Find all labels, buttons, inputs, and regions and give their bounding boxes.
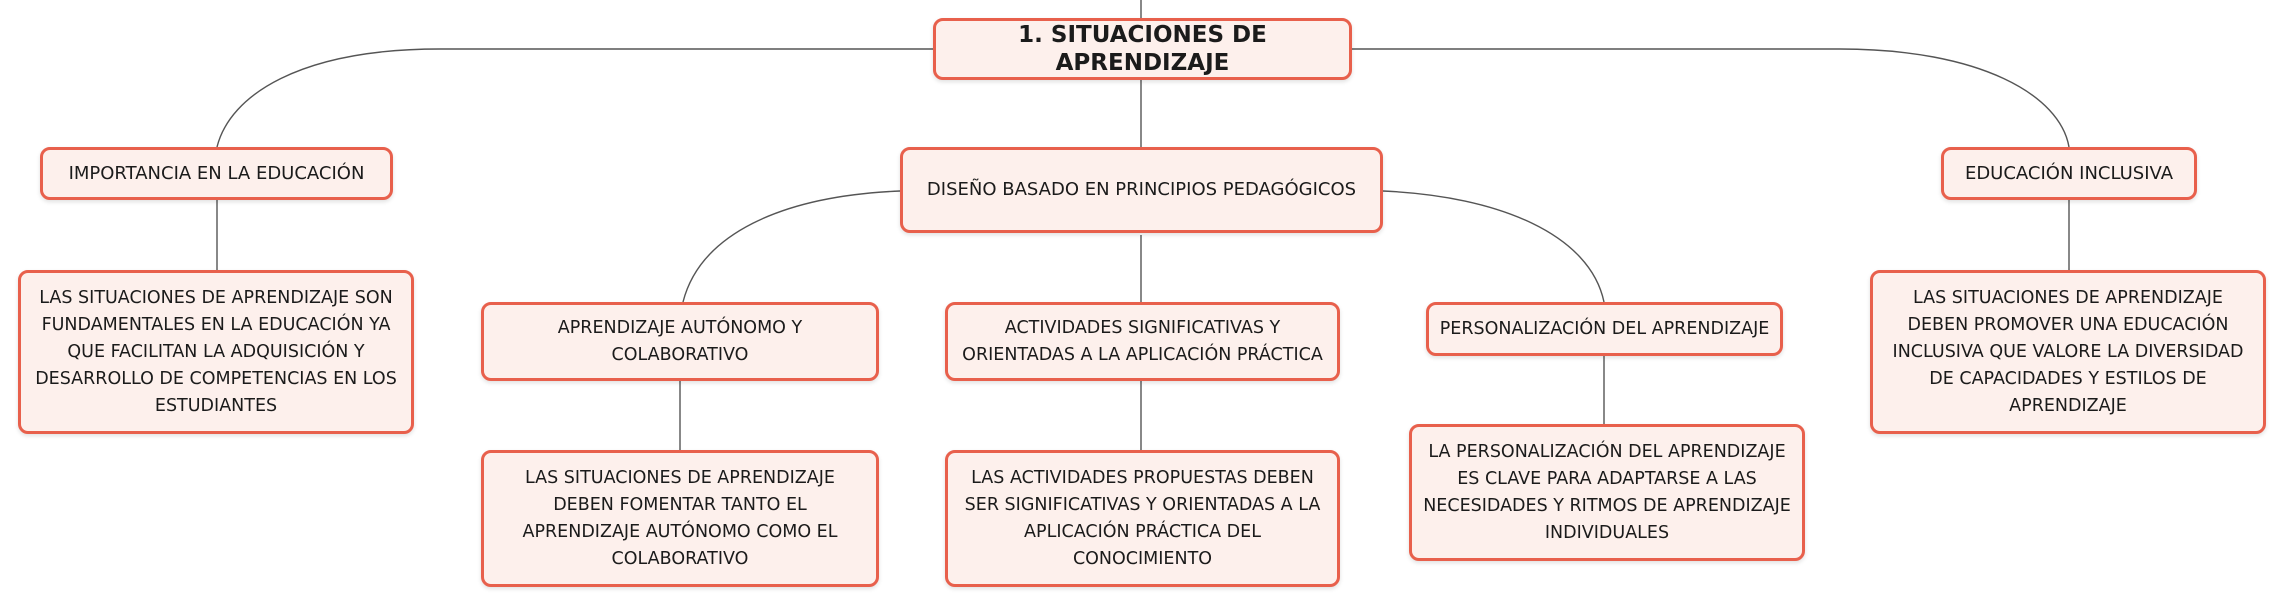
- detail-node-inclusiva[interactable]: [1870, 270, 2266, 434]
- detail-label-personalizacion: LA PERSONALIZACIÓN DEL APRENDIZAJE ES CLAVE PARA ADAPTARSE A LAS NECESIDADES Y RITMOS DE APRENDIZAJE INDIVIDUALES: [1423, 441, 1791, 543]
- detail-label-autonomo: LAS SITUACIONES DE APRENDIZAJE DEBEN FOMENTAR TANTO EL APRENDIZAJE AUTÓNOMO COMO EL COLABORATIVO: [522, 467, 838, 569]
- detail-node-personalizacion[interactable]: [1409, 424, 1805, 561]
- topic-node-diseno[interactable]: [900, 147, 1383, 233]
- detail-label-inclusiva: LAS SITUACIONES DE APRENDIZAJE DEBEN PROMOVER UNA EDUCACIÓN INCLUSIVA QUE VALORE LA DIVERSIDAD DE CAPACIDADES Y ESTILOS DE APRENDIZAJE: [1892, 287, 2244, 416]
- root-topic-label: 1. SITUACIONES DE APRENDIZAJE: [1018, 22, 1267, 76]
- detail-label-actividades: LAS ACTIVIDADES PROPUESTAS DEBEN SER SIGNIFICATIVAS Y ORIENTADAS A LA APLICACIÓN PRÁCTICA DEL CONOCIMIENTO: [964, 467, 1321, 569]
- detail-node-actividades[interactable]: [945, 450, 1340, 587]
- topic-label-importancia: IMPORTANCIA EN LA EDUCACIÓN: [68, 162, 365, 184]
- detail-label-importancia: LAS SITUACIONES DE APRENDIZAJE SON FUNDAMENTALES EN LA EDUCACIÓN YA QUE FACILITAN LA ADQUISICIÓN Y DESARROLLO DE COMPETENCIAS EN LOS ESTUDIANTES: [35, 287, 397, 416]
- topic-node-inclusiva[interactable]: [1941, 147, 2197, 200]
- topic-label-personalizacion: PERSONALIZACIÓN DEL APRENDIZAJE: [1439, 318, 1770, 339]
- topic-node-personalizacion[interactable]: [1426, 302, 1783, 356]
- topic-node-actividades[interactable]: [945, 302, 1340, 381]
- detail-node-importancia[interactable]: [18, 270, 414, 434]
- topic-label-diseno: DISEÑO BASADO EN PRINCIPIOS PEDAGÓGICOS: [926, 179, 1357, 200]
- connector-diseno-personalizacion: [1383, 191, 1604, 302]
- connector-diseno-autonomo: [683, 191, 900, 302]
- topic-node-autonomo[interactable]: [481, 302, 879, 381]
- root-topic-node[interactable]: [933, 18, 1352, 80]
- topic-node-importancia[interactable]: [40, 147, 393, 200]
- detail-node-autonomo[interactable]: [481, 450, 879, 587]
- topic-label-actividades: ACTIVIDADES SIGNIFICATIVAS Y ORIENTADAS A LA APLICACIÓN PRÁCTICA: [962, 317, 1323, 365]
- connector-root-inclusiva: [1352, 49, 2069, 147]
- connector-root-importancia: [217, 49, 933, 147]
- topic-label-inclusiva: EDUCACIÓN INCLUSIVA: [1964, 162, 2174, 184]
- topic-label-autonomo: APRENDIZAJE AUTÓNOMO Y COLABORATIVO: [557, 317, 803, 365]
